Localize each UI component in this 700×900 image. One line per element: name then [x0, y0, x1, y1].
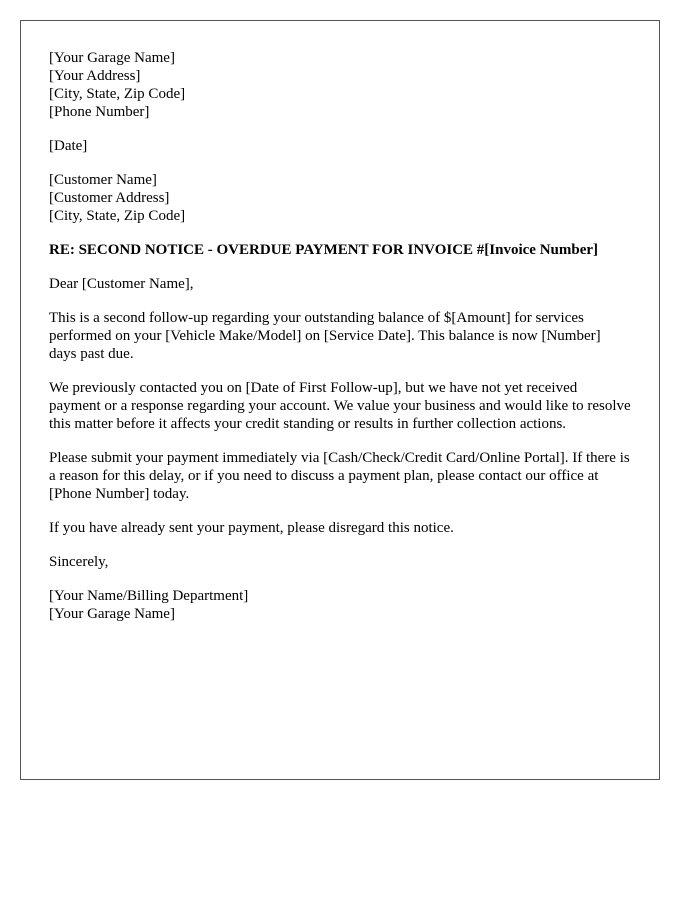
signature-name: [Your Name/Billing Department]: [49, 588, 249, 604]
sender-block: [49, 49, 631, 121]
letter-date: [Date]: [49, 138, 88, 154]
closing: Sincerely,: [49, 554, 109, 570]
sender-city-state-zip: [City, State, Zip Code]: [49, 86, 186, 102]
sender-phone: [Phone Number]: [49, 104, 150, 120]
body-paragraph-2: We previously contacted you on [Date of First Follow-up], but we have not yet received payment or a response regarding your account. We value your business and would like to resolve this matter before it affects your credit standing or results in further collection actions.: [49, 380, 631, 432]
sender-address: [Your Address]: [49, 68, 141, 84]
recipient-name: [Customer Name]: [49, 172, 157, 188]
salutation: Dear [Customer Name],: [49, 276, 194, 292]
sender-garage-name: [Your Garage Name]: [49, 50, 175, 66]
body-paragraph-1: This is a second follow-up regarding your outstanding balance of $[Amount] for services performed on your [Vehicle Make/Model] on [Service Date]. This balance is now [Number] days past due.: [49, 310, 601, 362]
signature-garage-name: [Your Garage Name]: [49, 606, 175, 622]
body-paragraph-3: Please submit your payment immediately via [Cash/Check/Credit Card/Online Portal]. If there is a reason for this delay, or if you need to discuss a payment plan, please contact our office at [Phone Number] today.: [49, 450, 630, 502]
recipient-address: [Customer Address]: [49, 190, 170, 206]
subject-line: RE: SECOND NOTICE - OVERDUE PAYMENT FOR INVOICE #[Invoice Number]: [49, 242, 599, 258]
recipient-block: [49, 171, 631, 225]
body-paragraph-4: If you have already sent your payment, please disregard this notice.: [49, 520, 454, 536]
date-block: [49, 137, 631, 155]
letter-page: [20, 20, 660, 780]
recipient-city-state-zip: [City, State, Zip Code]: [49, 208, 186, 224]
signature-block: [49, 587, 631, 623]
